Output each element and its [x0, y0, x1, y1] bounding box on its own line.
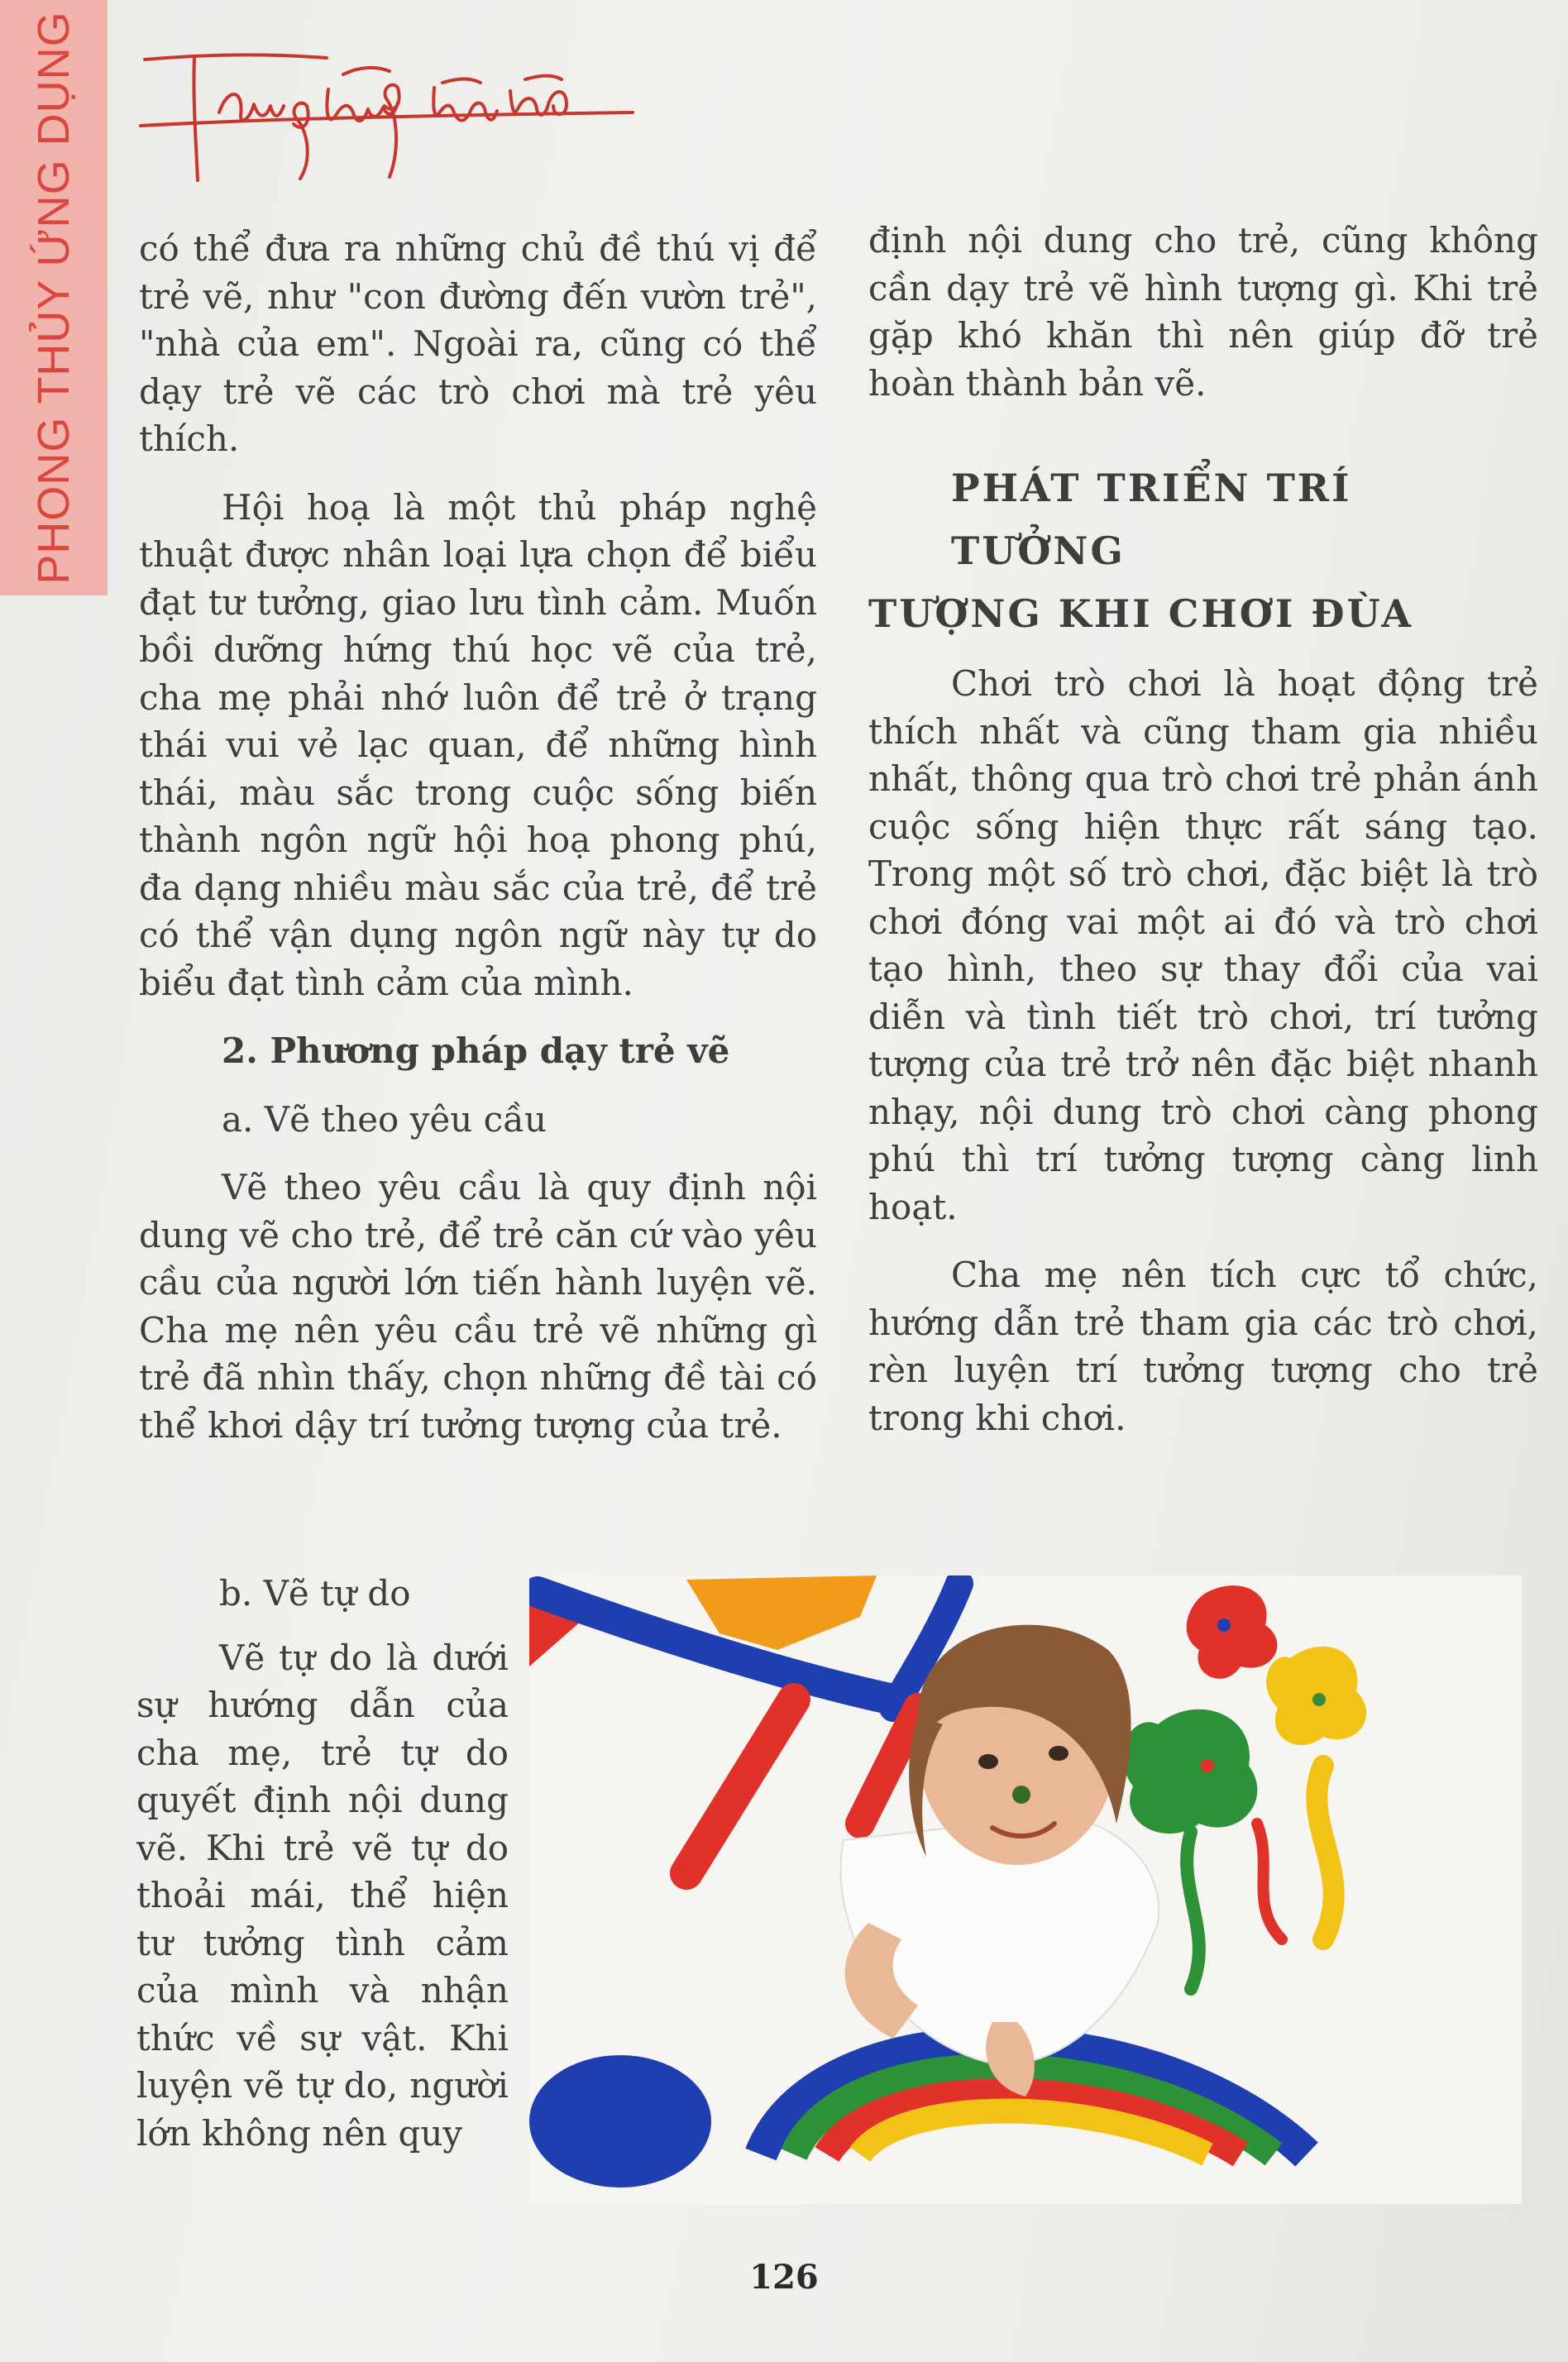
paragraph: Hội hoạ là một thủ pháp nghệ thuật được nhân loại lựa chọn để biểu đạt tư tưởng, giao lưu tình cảm. Muốn bồi dưỡng hứng thú học vẽ của trẻ, cha mẹ phải nhớ luôn để trẻ ở trạng thái vui vẻ lạc quan, để những hình thái, màu sắc trong cuộc sống biến thành ngôn ngữ hội hoạ phong phú, đa dạng nhiều màu sắc của trẻ, để trẻ có thể vận dụng ngôn ngữ này tự do biểu đạt tình cảm của mình.: [139, 486, 817, 1003]
paragraph: Chơi trò chơi là hoạt động trẻ thích nhất và cũng tham gia nhiều nhất, thông qua trò chơi trẻ phản ánh cuộc sống hiện thực rất sáng tạo. Trong một số trò chơi, đặc biệt là trò chơi đóng vai một ai đó và trò chơi tạo hình, theo sự thay đổi của vai diễn và tình tiết trò chơi, trí tưởng tượng của trẻ trở nên đặc biệt nhanh nhạy, nội dung trò chơi càng phong phú thì trí tưởng tượng càng linh hoạt.: [868, 663, 1538, 1227]
paragraph: Cha mẹ nên tích cực tổ chức, hướng dẫn trẻ tham gia các trò chơi, rèn luyện trí tưởng tượng cho trẻ trong khi chơi.: [868, 1255, 1538, 1438]
subsection-heading: b. Vẽ tự do: [219, 1573, 411, 1614]
paragraph: Vẽ tự do là dưới sự hướng dẫn của cha mẹ, trẻ tự do quyết định nội dung vẽ. Khi trẻ vẽ tự do thoải mái, thể hiện tư tưởng tình cảm của mình và nhận thức về sự vật. Khi luyện vẽ tự do, người lớn không nên quy: [136, 1637, 509, 2154]
side-tab-label: PHONG THỦY ỨNG DỤNG: [29, 11, 79, 585]
paragraph: có thể đưa ra những chủ đề thú vị để trẻ vẽ, như "con đường đến vườn trẻ", "nhà của em". Ngoài ra, cũng có thể dạy trẻ vẽ các trò chơi mà trẻ yêu thích.: [139, 228, 817, 459]
section-heading: 2. Phương pháp dạy trẻ vẽ: [222, 1030, 730, 1071]
right-column: [868, 217, 1538, 1462]
paragraph: định nội dung cho trẻ, cũng không cần dạy trẻ vẽ hình tượng gì. Khi trẻ gặp khó khăn thì nên giúp đỡ trẻ hoàn thành bản vẽ.: [868, 220, 1538, 404]
child-painting-photo: [529, 1575, 1522, 2204]
section-title-line: PHÁT TRIỂN TRÍ TƯỞNG: [951, 466, 1352, 573]
side-tab: [0, 0, 108, 595]
subsection-heading: a. Vẽ theo yêu cầu: [222, 1098, 547, 1140]
page-number: 126: [749, 2258, 819, 2297]
section-title-line: TƯỢNG KHI CHƠI ĐÙA: [868, 591, 1414, 636]
narrow-column: [136, 1570, 509, 2173]
section-title: [868, 457, 1538, 645]
paragraph: Vẽ theo yêu cầu là quy định nội dung vẽ cho trẻ, để trẻ căn cứ vào yêu cầu của người lớn tiến hành luyện vẽ. Cha mẹ nên yêu cầu trẻ vẽ những gì trẻ đã nhìn thấy, chọn những đề tài có thể khơi dậy trí tưởng tượng của trẻ.: [139, 1167, 817, 1446]
left-column: [139, 225, 817, 1470]
